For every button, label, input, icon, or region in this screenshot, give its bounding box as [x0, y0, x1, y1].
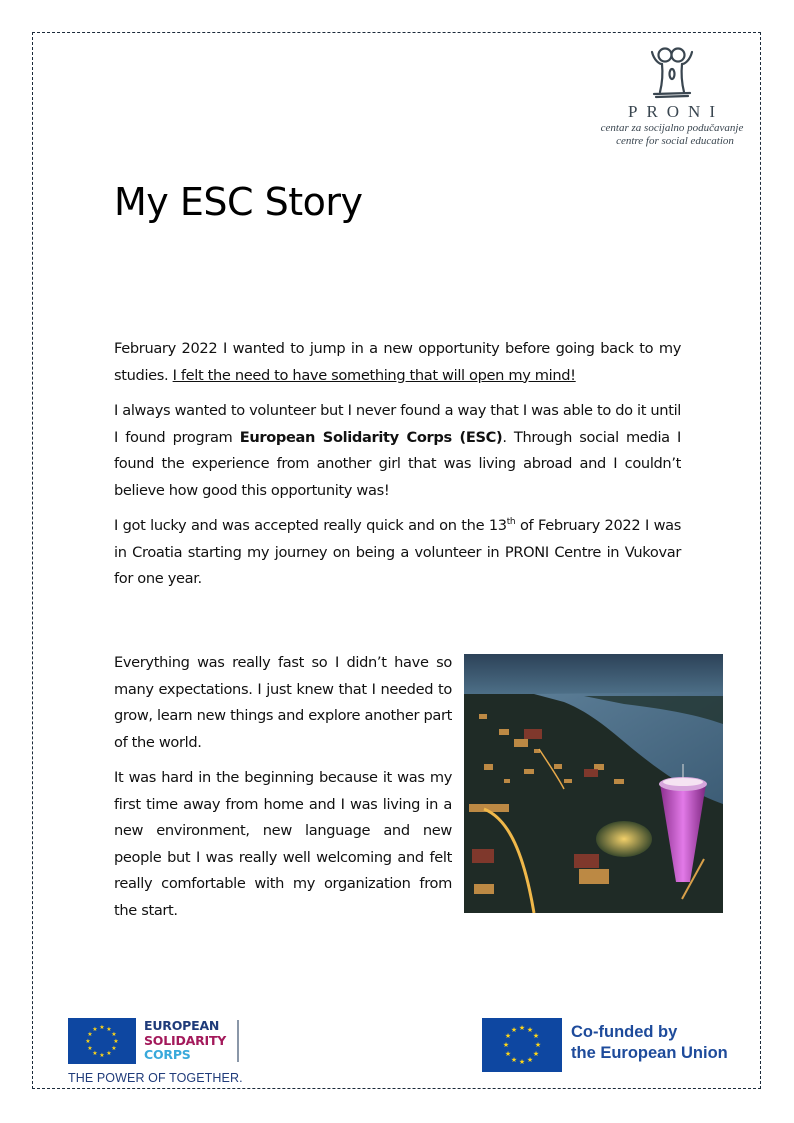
intro-text-block — [114, 336, 681, 602]
svg-text:★: ★ — [518, 1024, 526, 1032]
svg-text:★: ★ — [87, 1045, 93, 1052]
sky — [464, 654, 723, 694]
paragraph-5: It was hard in the beginning because it was my first time away from home and I was living in a new environment, new language and new people but I was really well welcoming and felt really comfortable with my organization from the start. — [114, 769, 452, 919]
svg-text:★: ★ — [504, 1050, 512, 1058]
svg-text:★: ★ — [504, 1032, 512, 1040]
svg-text:★: ★ — [510, 1026, 518, 1034]
esc-wordmark — [144, 1019, 226, 1063]
story-text-block — [114, 650, 452, 933]
proni-logo — [582, 44, 762, 148]
svg-text:★: ★ — [99, 1052, 105, 1059]
svg-text:★: ★ — [111, 1031, 117, 1038]
esc-divider — [237, 1020, 239, 1062]
proni-subtitle-en: centre for social education — [616, 135, 734, 147]
paragraph-3-text-a: I got lucky and was accepted really quick and on the 13 — [114, 517, 507, 534]
svg-text:★: ★ — [111, 1045, 117, 1052]
svg-text:★: ★ — [99, 1024, 105, 1031]
co-funded-eu-logo — [482, 1018, 752, 1074]
svg-text:★: ★ — [92, 1050, 98, 1057]
proni-emblem-icon — [642, 44, 702, 100]
eu-flag-icon — [482, 1018, 562, 1072]
paragraph-2 — [114, 398, 681, 504]
proni-subtitle-hr: centar za socijalno podučavanje — [600, 122, 744, 134]
svg-text:★: ★ — [532, 1050, 540, 1058]
svg-text:★: ★ — [518, 1058, 526, 1066]
esc-tagline: THE POWER OF TOGETHER. — [68, 1071, 243, 1085]
svg-text:★: ★ — [532, 1032, 540, 1040]
paragraph-2-text-a: I always wanted to volunteer but I never found a way that I was able to do it until I found program — [114, 402, 681, 446]
co-funded-line-1: Co-funded by — [571, 1023, 678, 1041]
paragraph-2-text-b: . Through social media I found the experience from another girl that was living abroad and I couldn’t believe how good this opportunity was! — [114, 428, 681, 499]
lit-park — [596, 821, 652, 857]
paragraph-1 — [114, 336, 681, 389]
eu-stars-icon — [68, 1018, 136, 1064]
esc-word-corps: CORPS — [144, 1047, 191, 1062]
svg-text:★: ★ — [92, 1026, 98, 1033]
svg-text:★: ★ — [502, 1041, 510, 1049]
paragraph-3-text-b: of February 2022 I was in Croatia starting my journey on being a volunteer in PRONI Centre in Vukovar for one year. — [114, 517, 681, 587]
svg-text:★: ★ — [106, 1050, 112, 1057]
paragraph-3-superscript: th — [506, 517, 516, 528]
svg-text:★: ★ — [85, 1038, 91, 1045]
paragraph-3 — [114, 513, 681, 593]
photo-illustration — [464, 654, 723, 913]
paragraph-2-bold: European Solidarity Corps (ESC) — [239, 428, 503, 446]
svg-text:★: ★ — [510, 1056, 518, 1064]
co-funded-text — [571, 1022, 728, 1064]
svg-text:★: ★ — [113, 1038, 119, 1045]
paragraph-1-text: February 2022 I wanted to jump in a new opportunity before going back to my studies. — [114, 340, 681, 384]
eu-flag-icon — [68, 1018, 136, 1064]
european-solidarity-corps-logo — [68, 1018, 248, 1088]
paragraph-4: Everything was really fast so I didn’t have so many expectations. I just knew that I needed to grow, learn new things and explore another part of the world. — [114, 654, 452, 751]
svg-text:★: ★ — [106, 1026, 112, 1033]
co-funded-line-2: the European Union — [571, 1044, 728, 1062]
eu-stars-icon — [482, 1018, 562, 1072]
svg-text:★: ★ — [526, 1026, 534, 1034]
proni-name: PRONI — [627, 102, 724, 121]
paragraph-1-underlined: I felt the need to have something that will open my mind! — [172, 366, 576, 384]
svg-text:★: ★ — [87, 1031, 93, 1038]
vukovar-water-tower-photo — [464, 654, 723, 913]
page-title: My ESC Story — [114, 180, 363, 224]
esc-word-solidarity: SOLIDARITY — [144, 1032, 227, 1048]
svg-text:★: ★ — [534, 1041, 542, 1049]
esc-word-european: EUROPEAN — [144, 1018, 220, 1033]
svg-text:★: ★ — [526, 1056, 534, 1064]
